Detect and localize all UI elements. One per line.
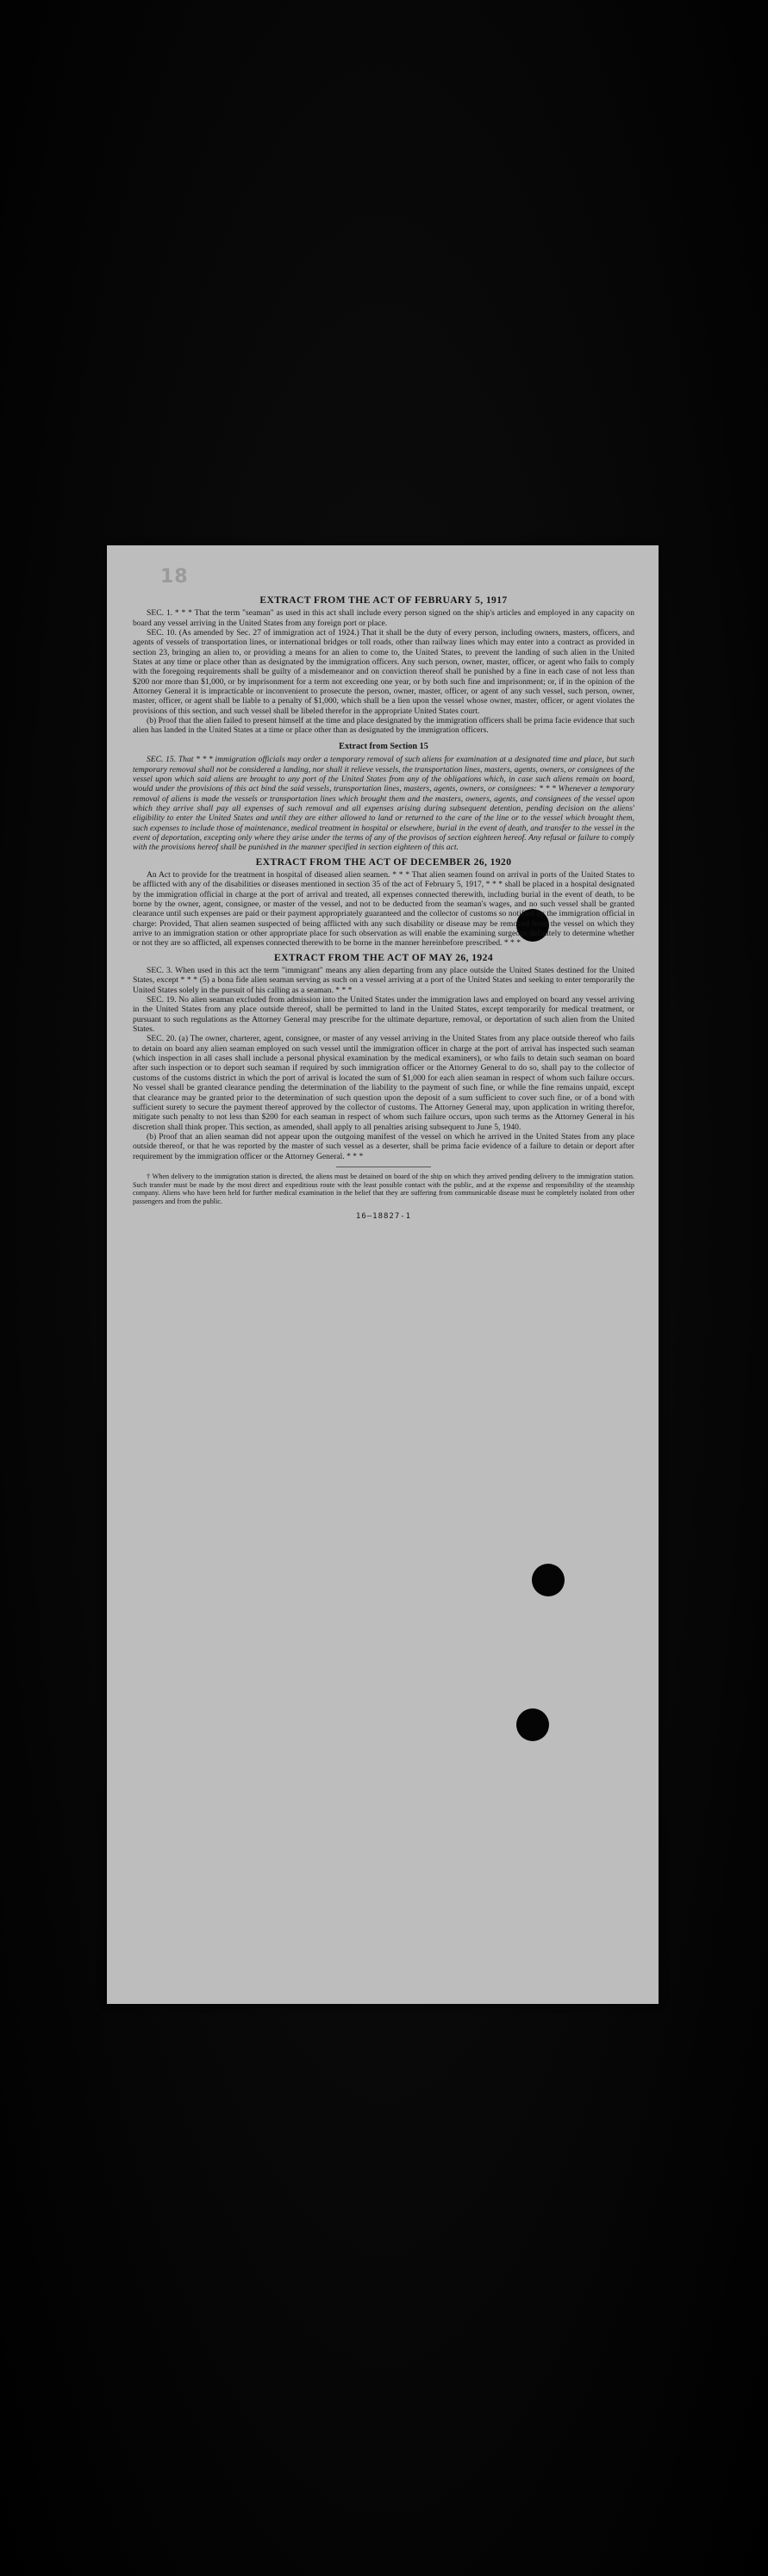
document-body <box>133 595 634 1987</box>
corner-mark: 18 <box>160 566 189 588</box>
section-heading: Extract from Section 15 <box>339 741 428 751</box>
paragraph: SEC. 1. * * * That the term "seaman" as used in this act shall include every person signed on the ship's articles and employed in any capacity on board any vessel arriving in the United States from any foreign port or place. <box>133 608 634 628</box>
paragraph: SEC. 20. (a) The owner, charterer, agent, consignee, or master of any vessel arriving in the United States from any place outside thereof who fails to detain on board any alien seaman employed on such vessel until the immigration officer in charge at the port of arrival has inspected such seaman (which inspection in all cases shall include a personal physical examination by the medical examiners), or who fails to detain such seaman on board after such inspection or to deport such seaman if required by such immigration officer or the Attorney General to do so, shall pay to the collector of customs of the customs district in which the port of arrival is located the sum of $1,000 for each alien seaman in respect of whom such failure occurs. No vessel shall be granted clearance pending the determination of the liability to the payment of such fine, or while the fine remains unpaid, except that clearance may be granted prior to the determination of such question upon the deposit of a sum sufficient to cover such fine, or of a bond with sufficient surety to secure the payment thereof approved by the collector of customs. The Attorney General may, upon application in writing therefor, mitigate such penalty to not less than $200 for each seaman in respect of whom such failure occurs, upon such terms as the Attorney General in his discretion shall think proper. This section, as amended, shall apply to all penalties arising subsequent to June 5, 1940. <box>133 1034 634 1132</box>
section-heading: EXTRACT FROM THE ACT OF DECEMBER 26, 1920 <box>255 856 512 868</box>
paragraph: (b) Proof that an alien seaman did not appear upon the outgoing manifest of the vessel on which he arrived in the United States from any place outside thereof, or that he was reported by the master of such vessel as a deserter, shall be prima facie evidence of a failure to detain or deport after requirement by the immigration officer or the Attorney General. * * * <box>133 1131 634 1161</box>
paragraph: (b) Proof that the alien failed to present himself at the time and place designated by the immigration officers shall be prima facie evidence that such alien has landed in the United States at a time or place other than as designated by the immigration officers. <box>133 716 634 736</box>
paragraph: SEC. 15. That * * * immigration officials may order a temporary removal of such aliens for examination at a designated time and place, but such temporary removal shall not be considered a landing, nor shall it relieve vessels, the transportation lines, masters, agents, owners, or consignees of the vessel upon which said aliens are brought to any port of the United States from any of the obligations which, in case such aliens remain on board, would under the provisions of this act bind the said vessels, transportation lines, masters, agents, owners, or consignees: * * * Whenever a temporary removal of aliens is made the vessels or transportation lines which brought them and the masters, owners, agents, and consignees of the vessel upon which they arrive shall pay all expenses of such removal and all expenses arising during subsequent detention, pending decision on the aliens' eligibility to enter the United States and until they are either allowed to land or returned to the care of the line or to the vessel which brought them, such expenses to include those of maintenance, medical treatment in hospital or elsewhere, burial in the event of death, and transfer to the vessel in the event of deportation, excepting only where they arise under the terms of any of the provisos of section eighteen hereof. Any refusal or failure to comply with the provisions hereof shall be punished in the manner specified in section eighteen of this act. <box>133 755 634 853</box>
paragraph: SEC. 10. (As amended by Sec. 27 of immigration act of 1924.) That it shall be the duty of every person, including owners, masters, officers, and agents of vessels of transportation lines, or international bridges or toll roads, other than railway lines which may enter into a contract as provided in section 23, bringing an alien to, or providing a means for an alien to come to, the United States, to prevent the landing of such alien in the United States at any time or place other than as designated by the immigration officers. Any such person, owner, master, officer, or agent who fails to comply with the foregoing requirements shall be guilty of a misdemeanor and on conviction thereof shall be punished by a fine in each case of not less than $200 nor more than $1,000, or by imprisonment for a term not exceeding one year, or by both such fine and imprisonment; or, if in the opinion of the Attorney General it is impracticable or inconvenient to prosecute the person, owner, master, officer, or agent of any such vessel, such person, owner, master, officer, or agent shall be liable to a penalty of $1,000, which shall be a lien upon the vessel whose owner, master, officer, or agent violates the provisions of this section, and such vessel shall be libeled therefor in the appropriate United States court. <box>133 628 634 716</box>
paragraph: An Act to provide for the treatment in hospital of diseased alien seamen. * * * That alien seamen found on arrival in ports of the United States to be afflicted with any of the disabilities or diseases mentioned in section 35 of the act of February 5, 1917, * * * shall be placed in a hospital designated by the immigration official in charge at the port of arrival and treated, all expenses connected therewith, including burial in the event of death, to be borne by the owner, agent, consignee, or master of the vessel, and not to be deducted from the seaman's wages, and no such vessel shall be granted clearance until such expenses are paid or their payment appropriately guaranteed and the collector of customs so notified by the immigration official in charge: Provided, That alien seamen suspected of being afflicted with any such disability or disease may be removed from the vessel on which they arrive to an immigration station or other appropriate place for such observation as will enable the examining surgeons definitely to determine whether or not they are so afflicted, all expenses connected therewith to be borne in the manner hereinbefore prescribed. * * * <box>133 869 634 949</box>
footnote: † When delivery to the immigration station is directed, the aliens must be detained on board of the ship on which they arrived pending delivery to the immigration station. Such transfer must be made by the most direct and expeditious route with the least possible contact with the public, and at the expense and responsibility of the steamship company. Aliens who have been held for further medical examination in the belief that they are suffering from communicable disease must be completely isolated from other passengers and from the public. <box>133 1172 634 1205</box>
document-sheet <box>107 545 659 2004</box>
paragraph: SEC. 3. When used in this act the term "immigrant" means any alien departing from any place outside the United States destined for the United States, except * * * (5) a bona fide alien seaman serving as such on a vessel arriving at a port of the United States and seeking to enter temporarily the United States solely in the pursuit of his calling as a seaman. * * * <box>133 966 634 995</box>
paragraph: SEC. 19. No alien seaman excluded from admission into the United States under the immigration laws and employed on board any vessel arriving in the United States from any place outside thereof, shall be permitted to land in the United States, except temporarily for medical treatment, or pursuant to such regulations as the Attorney General may prescribe for the ultimate departure, removal, or deportation of such alien from the United States. <box>133 995 634 1035</box>
section-heading: EXTRACT FROM THE ACT OF MAY 26, 1924 <box>273 951 494 963</box>
section-heading: EXTRACT FROM THE ACT OF FEBRUARY 5, 1917 <box>259 594 508 606</box>
form-number: 16—18827-1 <box>355 1212 412 1222</box>
